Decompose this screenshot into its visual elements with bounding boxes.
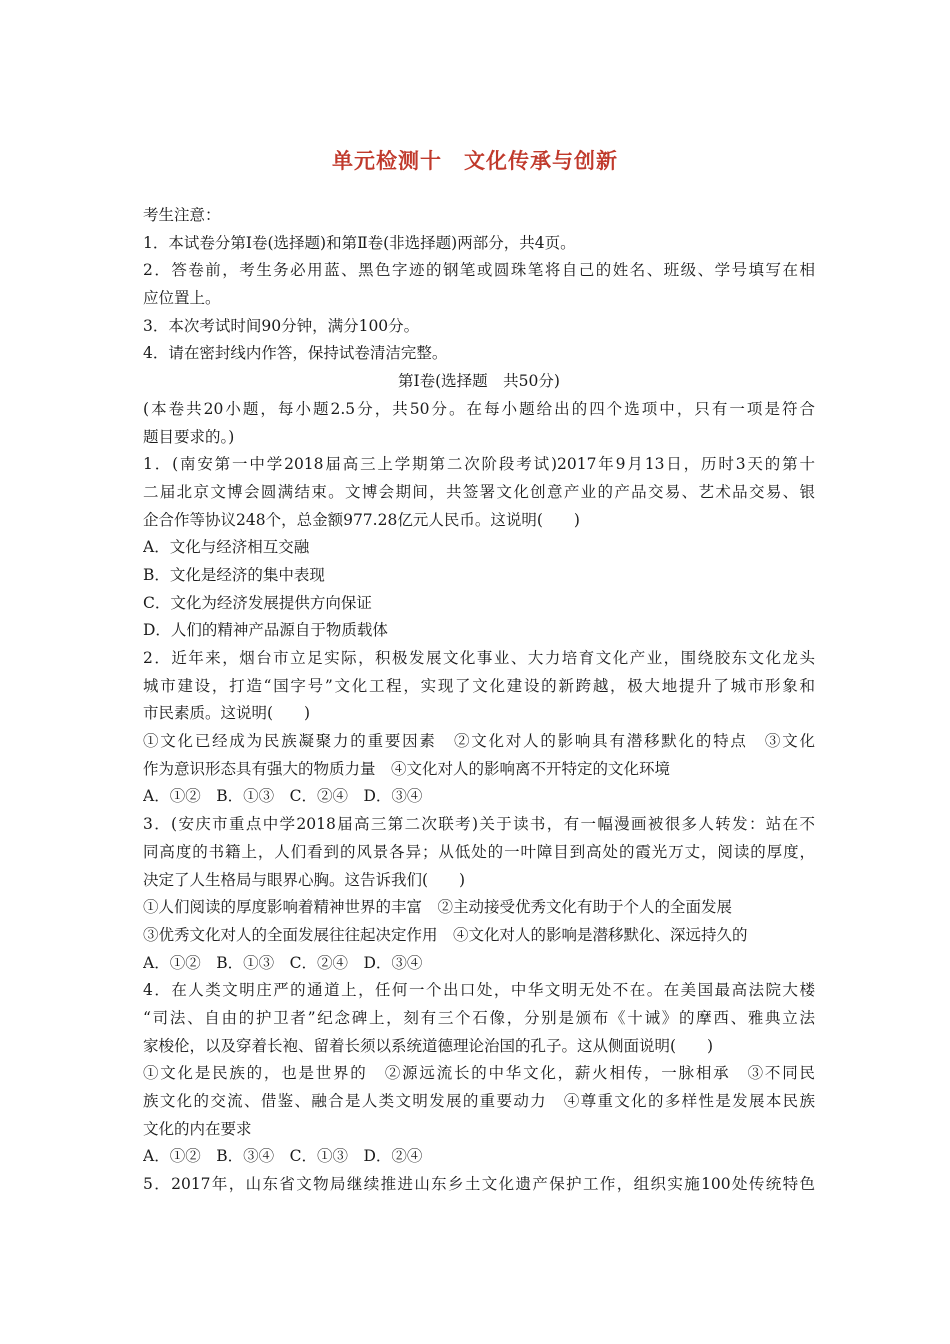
text-line: C．文化为经济发展提供方向保证 — [143, 593, 372, 612]
text-line: (本卷共20小题，每小题2.5分，共50分。在每小题给出的四个选项中，只有一项是符合 — [143, 399, 815, 418]
text-line: 文化的内在要求 — [143, 1119, 252, 1138]
text-line: 1．(南安第一中学2018届高三上学期第二次阶段考试)2017年9月13日，历时3天的第十 — [143, 455, 815, 474]
text-line: ①文化已经成为民族凝聚力的重要因素 ②文化对人的影响具有潜移默化的特点 ③文化 — [143, 732, 815, 751]
text-line: 族文化的交流、借鉴、融合是人类文明发展的重要动力 ④尊重文化的多样性是发展本民族 — [143, 1092, 815, 1110]
text-line: 4．请在密封线内作答，保持试卷清洁完整。 — [143, 344, 448, 363]
text-line: A．①② B．①③ C．②④ D．③④ — [143, 787, 423, 806]
text-line: 考生注意： — [143, 206, 221, 224]
text-line: 城市建设，打造“国字号”文化工程，实现了文化建设的新跨越，极大地提升了城市形象和 — [143, 676, 815, 695]
text-line: 5．2017年，山东省文物局继续推进山东乡土文化遗产保护工作，组织实施100处传统特色 — [143, 1175, 815, 1194]
text-line: 2．答卷前，考生务必用蓝、黑色字迹的钢笔或圆珠笔将自己的姓名、班级、学号填写在相 — [143, 261, 815, 280]
text-line: 作为意识形态具有强大的物质力量 ④文化对人的影响离不开特定的文化环境 — [143, 759, 671, 778]
text-line: 企合作等协议248个，总金额977.28亿元人民币。这说明( ) — [143, 510, 580, 529]
text-line: “司法、自由的护卫者”纪念碑上，刻有三个石像，分别是颁布《十诫》的摩西、雅典立法 — [143, 1008, 815, 1027]
text-line: 1．本试卷分第Ⅰ卷(选择题)和第Ⅱ卷(非选择题)两部分，共4页。 — [143, 233, 576, 252]
text-line: A．文化与经济相互交融 — [143, 538, 310, 557]
section-heading: 第Ⅰ卷(选择题 共50分) — [398, 372, 560, 391]
text-line: B．文化是经济的集中表现 — [143, 565, 325, 584]
text-line: A．①② B．③④ C．①③ D．②④ — [143, 1147, 423, 1166]
text-line: D．人们的精神产品源自于物质载体 — [143, 621, 388, 640]
text-line: 二届北京文博会圆满结束。文博会期间，共签署文化创意产业的产品交易、艺术品交易、银 — [143, 482, 815, 501]
text-line: 市民素质。这说明( ) — [143, 704, 311, 723]
page-title: 单元检测十 文化传承与创新 — [332, 149, 618, 173]
text-line: 4．在人类文明庄严的通道上，任何一个出口处，中华文明无处不在。在美国最高法院大楼 — [143, 981, 815, 1000]
document-body — [143, 202, 815, 1199]
text-line: 2．近年来，烟台市立足实际，积极发展文化事业、大力培育文化产业，围绕胶东文化龙头 — [143, 649, 815, 667]
text-line: ①文化是民族的，也是世界的 ②源远流长的中华文化，薪火相传，一脉相承 ③不同民 — [143, 1064, 815, 1083]
text-line: 题目要求的。) — [143, 427, 235, 446]
text-line: 3．本次考试时间90分钟，满分100分。 — [143, 316, 420, 335]
text-line: A．①② B．①③ C．②④ D．③④ — [143, 953, 423, 972]
text-line: 家梭伦，以及穿着长袍、留着长须以系统道德理论治国的孔子。这从侧面说明( ) — [143, 1036, 714, 1055]
text-line: ①人们阅读的厚度影响着精神世界的丰富 ②主动接受优秀文化有助于个人的全面发展 — [143, 898, 733, 917]
text-line: 决定了人生格局与眼界心胸。这告诉我们( ) — [143, 870, 466, 889]
text-line: 同高度的书籍上，人们看到的风景各异；从低处的一叶障目到高处的霞光万丈，阅读的厚度， — [143, 842, 815, 861]
text-line: 3．(安庆市重点中学2018届高三第二次联考)关于读书，有一幅漫画被很多人转发：站在不 — [143, 815, 815, 834]
text-line: 应位置上。 — [143, 289, 221, 308]
text-line: ③优秀文化对人的全面发展往往起决定作用 ④文化对人的影响是潜移默化、深远持久的 — [143, 925, 748, 944]
